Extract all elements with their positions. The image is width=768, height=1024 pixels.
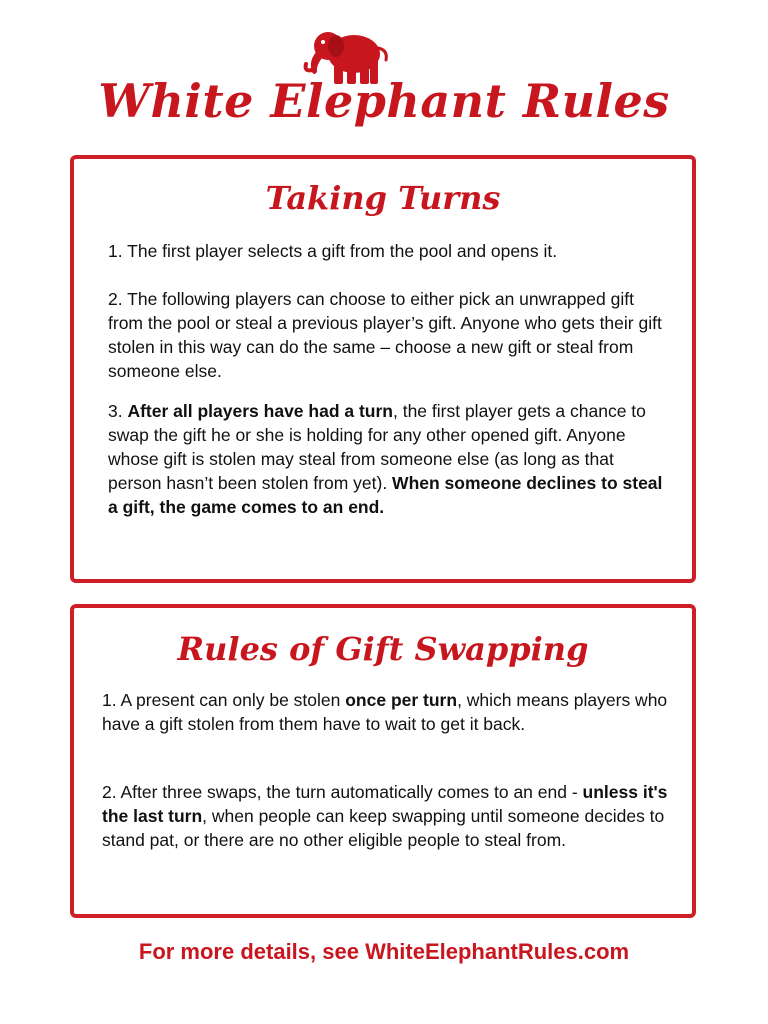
page-title: White Elephant Rules bbox=[98, 74, 670, 128]
taking-turns-rule-3 bbox=[108, 399, 668, 519]
bold-text: After all players have had a turn bbox=[127, 401, 393, 421]
rule-number: 3. bbox=[108, 401, 128, 421]
rule-text: , the first player gets a chance to swap the gift he or she is holding for any other opened gift. Anyone whose gift is stolen may steal from someone else (as long as that person hasn’t been stolen from yet). bbox=[108, 401, 646, 493]
rule-text: , which means players who have a gift stolen from them have to wait to get it back. bbox=[102, 690, 668, 734]
taking-turns-rule-2: 2. The following players can choose to either pick an unwrapped gift from the pool or steal a previous player’s gift. Anyone who gets their gift stolen in this way can do the same – choose a new gift or steal from someone else. bbox=[108, 289, 662, 381]
rule-text: , when people can keep swapping until someone decides to stand pat, or there are no other eligible people to steal from. bbox=[102, 806, 665, 850]
rule-text: 1. A present can only be stolen bbox=[102, 690, 346, 710]
taking-turns-card bbox=[70, 155, 696, 583]
taking-turns-title: Taking Turns bbox=[265, 179, 501, 217]
gift-swapping-title: Rules of Gift Swapping bbox=[177, 630, 589, 668]
rule-text: 2. After three swaps, the turn automatically comes to an end - bbox=[102, 782, 583, 802]
gift-swapping-rule-2 bbox=[102, 780, 674, 852]
gift-swapping-card bbox=[70, 604, 696, 918]
gift-swapping-rule-1 bbox=[102, 688, 674, 736]
footer-link[interactable]: For more details, see WhiteElephantRules.com bbox=[138, 939, 630, 964]
bold-text: once per turn bbox=[345, 690, 458, 710]
taking-turns-rule-1: 1. The first player selects a gift from the pool and opens it. bbox=[108, 241, 558, 261]
bold-text: unless it's the last turn bbox=[102, 782, 668, 826]
bold-text: When someone declines to steal a gift, the game comes to an end. bbox=[108, 473, 663, 517]
